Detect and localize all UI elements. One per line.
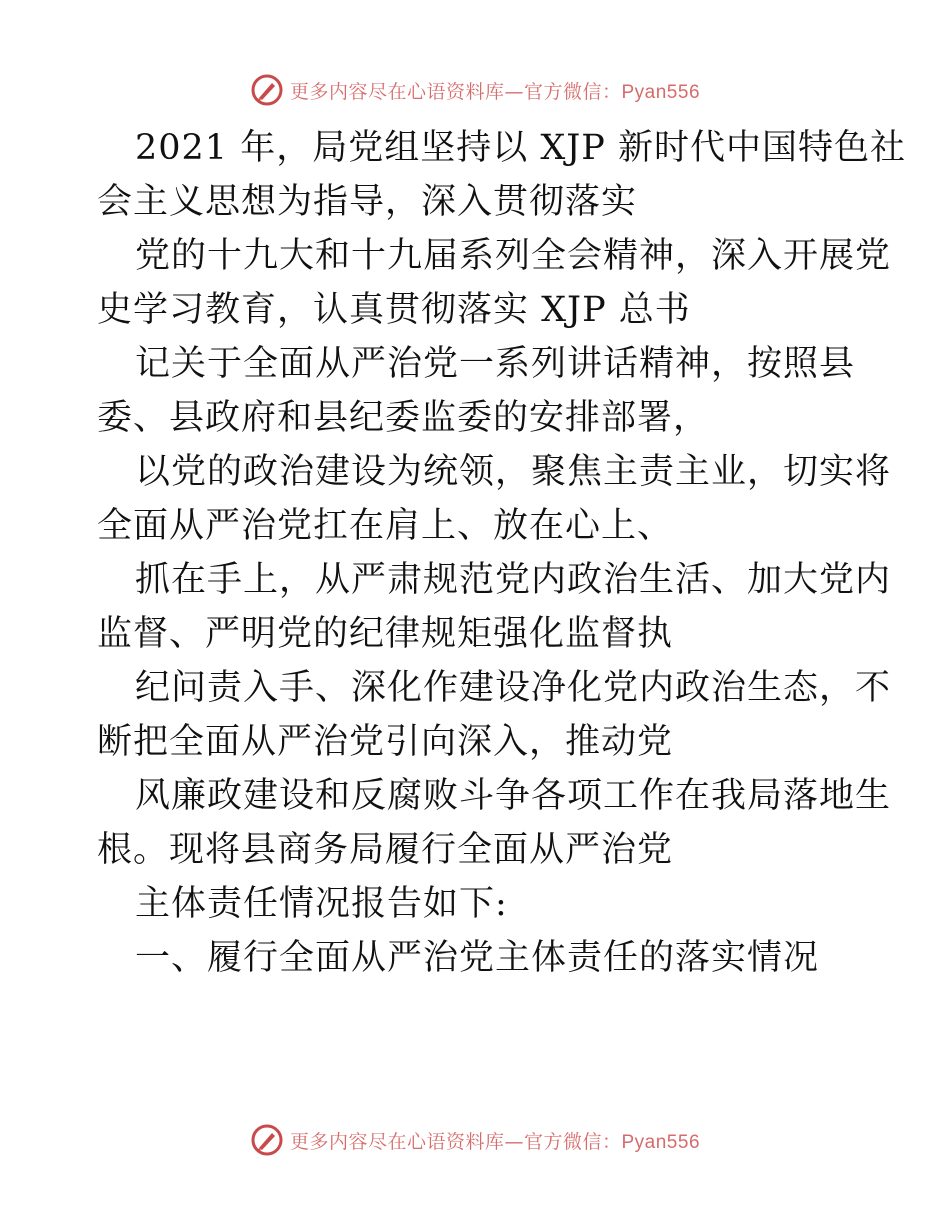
body-line: 风廉政建设和反腐败斗争各项工作在我局落地生 (135, 776, 892, 816)
pen-logo-icon (250, 73, 284, 107)
body-line: 史学习教育，认真贯彻落实 XJP 总书 (97, 290, 691, 330)
wechat-id: Pyan556 (621, 81, 701, 103)
watermark-text: 更多内容尽在心语资料库—官方微信：Pyan556 (289, 80, 701, 103)
body-line: 2021 年，局党组坚持以 XJP 新时代中国特色社 (135, 128, 906, 168)
header-watermark (0, 70, 950, 110)
body-line: 抓在手上，从严肃规范党内政治生活、加大党内 (135, 560, 892, 600)
watermark-text: 更多内容尽在心语资料库—官方微信：Pyan556 (289, 1130, 701, 1153)
body-line: 党的十九大和十九届系列全会精神，深入开展党 (135, 236, 892, 276)
body-line: 纪问责入手、深化作建设净化党内政治生态，不 (135, 668, 892, 708)
body-line: 监督、严明党的纪律规矩强化监督执 (97, 614, 674, 654)
document-body (97, 121, 906, 985)
section-heading: 一、履行全面从严治党主体责任的落实情况 (135, 938, 820, 978)
body-line: 根。现将县商务局履行全面从严治党 (97, 830, 674, 870)
body-line: 以党的政治建设为统领，聚焦主责主业，切实将 (135, 452, 892, 492)
pen-logo-icon (250, 1123, 284, 1157)
body-line: 断把全面从严治党引向深入，推动党 (97, 722, 674, 762)
body-line: 主体责任情况报告如下: (135, 884, 508, 924)
footer-watermark (0, 1120, 950, 1160)
body-line: 全面从严治党扛在肩上、放在心上、 (97, 506, 674, 546)
wechat-id: Pyan556 (621, 1131, 701, 1153)
body-line: 委、县政府和县纪委监委的安排部署， (97, 398, 710, 438)
body-line: 记关于全面从严治党一系列讲话精神，按照县 (135, 344, 856, 384)
body-line: 会主义思想为指导，深入贯彻落实 (97, 182, 638, 222)
